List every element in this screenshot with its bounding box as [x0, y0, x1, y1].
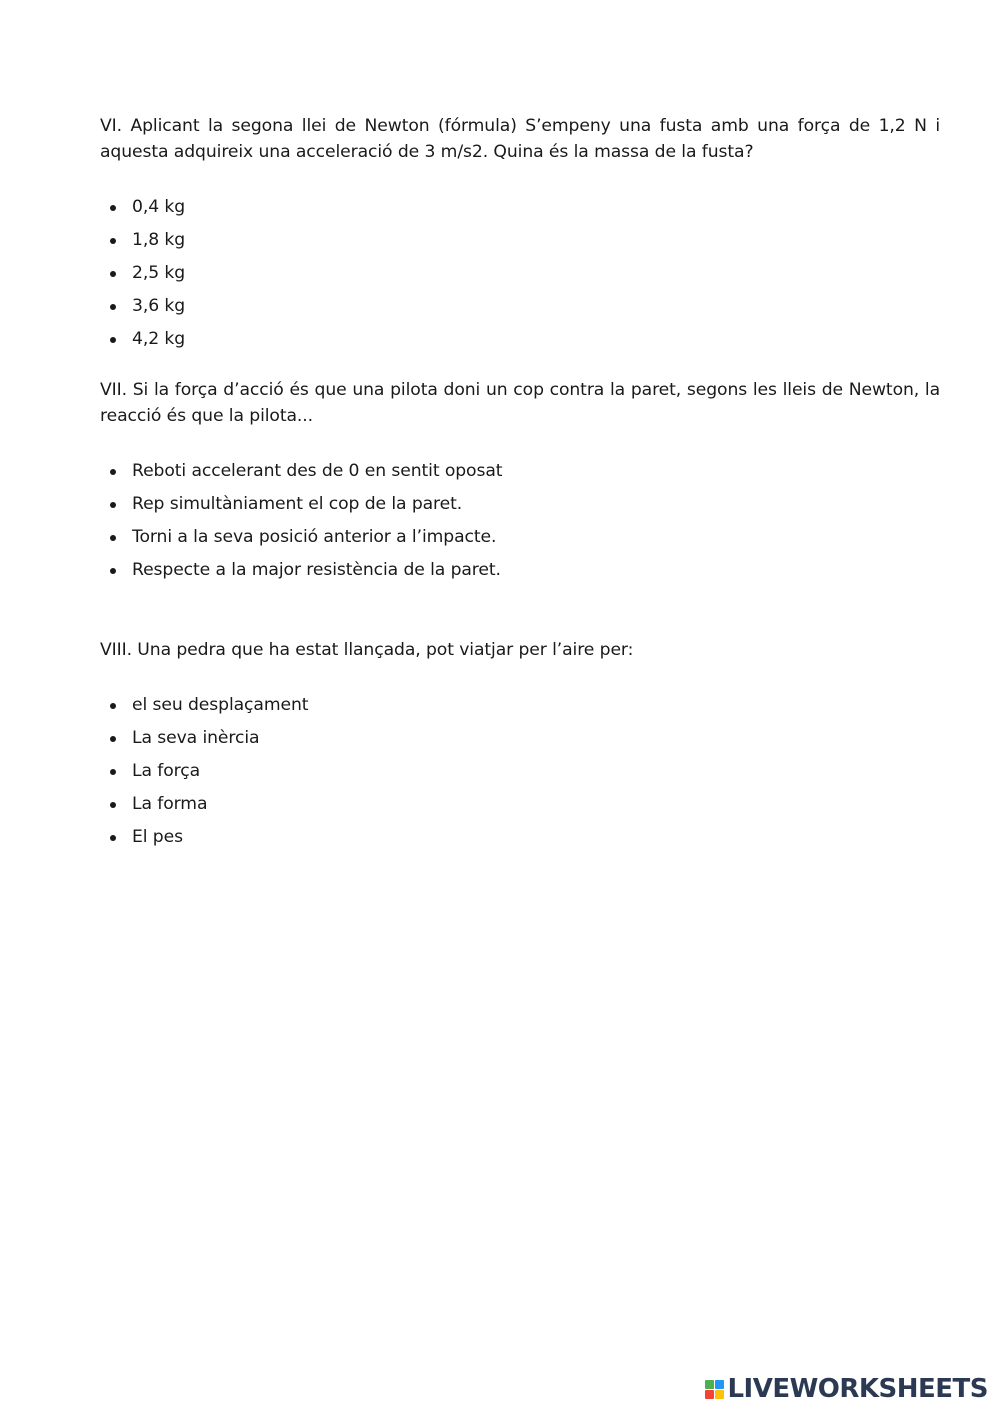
- question-6-option: [100, 257, 940, 290]
- logo-square: [705, 1380, 714, 1389]
- bullet-icon: [110, 304, 116, 310]
- question-6-options: [100, 191, 940, 356]
- worksheet-page: [100, 113, 940, 854]
- question-7-option: [100, 554, 940, 587]
- option-label: 4,2 kg: [132, 329, 186, 349]
- question-6-option: [100, 323, 940, 356]
- question-8-option: [100, 788, 940, 821]
- logo-mark-icon: [705, 1380, 724, 1399]
- question-8-option: [100, 722, 940, 755]
- option-label: La forma: [132, 794, 208, 814]
- option-label: La força: [132, 761, 201, 781]
- option-label: 3,6 kg: [132, 296, 186, 316]
- question-7-option: [100, 521, 940, 554]
- bullet-icon: [110, 835, 116, 841]
- bullet-icon: [110, 703, 116, 709]
- option-label: 2,5 kg: [132, 263, 186, 283]
- option-label: Rep simultàniament el cop de la paret.: [132, 494, 463, 514]
- question-6-option: [100, 191, 940, 224]
- question-7-text: VII. Si la força d’acció és que una pilota doni un cop contra la paret, segons les lleis de Newton, la reacció és que la pilota...: [100, 380, 940, 426]
- option-label: Torni a la seva posició anterior a l’impacte.: [132, 527, 497, 547]
- question-7-option: [100, 455, 940, 488]
- question-8-option: [100, 821, 940, 854]
- question-6-option: [100, 290, 940, 323]
- option-label: Respecte a la major resistència de la paret.: [132, 560, 501, 580]
- question-7-option: [100, 488, 940, 521]
- bullet-icon: [110, 238, 116, 244]
- option-label: Reboti accelerant des de 0 en sentit oposat: [132, 461, 503, 481]
- option-label: 1,8 kg: [132, 230, 186, 250]
- bullet-icon: [110, 535, 116, 541]
- option-label: el seu desplaçament: [132, 695, 309, 715]
- bullet-icon: [110, 802, 116, 808]
- bullet-icon: [110, 736, 116, 742]
- logo-square: [715, 1380, 724, 1389]
- logo-square: [705, 1390, 714, 1399]
- logo-square: [715, 1390, 724, 1399]
- question-7-options: [100, 455, 940, 587]
- bullet-icon: [110, 502, 116, 508]
- bullet-icon: [110, 205, 116, 211]
- logo-text: LIVEWORKSHEETS: [727, 1374, 988, 1404]
- question-8-option: [100, 755, 940, 788]
- question-6-text: VI. Aplicant la segona llei de Newton (fórmula) S’empeny una fusta amb una força de 1,2 N i aquesta adquireix una acceleració de 3 m/s2. Quina és la massa de la fusta?: [100, 116, 940, 162]
- option-label: La seva inèrcia: [132, 728, 260, 748]
- question-8-text: VIII. Una pedra que ha estat llançada, pot viatjar per l’aire per:: [100, 640, 634, 660]
- bullet-icon: [110, 271, 116, 277]
- question-8-options: [100, 689, 940, 854]
- bullet-icon: [110, 568, 116, 574]
- option-label: 0,4 kg: [132, 197, 186, 217]
- question-8-option: [100, 689, 940, 722]
- bullet-icon: [110, 469, 116, 475]
- liveworksheets-logo: [705, 1374, 988, 1404]
- option-label: El pes: [132, 827, 183, 847]
- bullet-icon: [110, 769, 116, 775]
- bullet-icon: [110, 337, 116, 343]
- question-6-option: [100, 224, 940, 257]
